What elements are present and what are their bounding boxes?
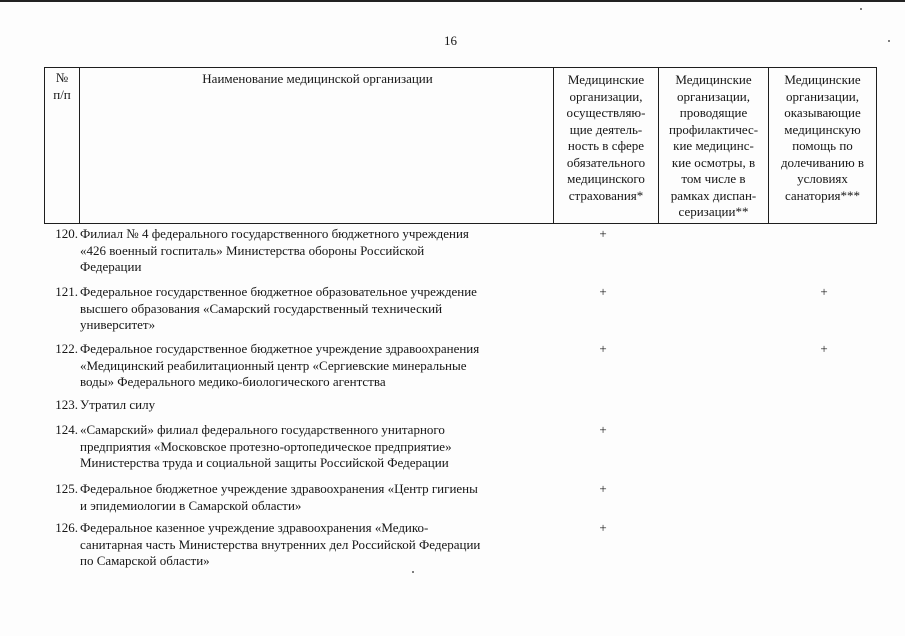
header-prophylaxis-label: Медицинские организации, проводящие профилактичес- кие медицинс- кие осмотры, в том числе в рамках диспан- серизации**	[668, 72, 759, 219]
row-organization-name: Федеральное казенное учреждение здравоохранения «Медико- санитарная часть Министерства внутренних дел Российской Федерации по Самарской области»	[80, 520, 481, 568]
header-name-label: Наименование медицинской организации	[202, 71, 433, 86]
row-number: 122.	[55, 341, 78, 356]
row-number: 125.	[55, 481, 78, 496]
row-organization-name: «Самарский» филиал федерального государственного унитарного предприятия «Московское протезно-ортопедическое предприятие» Министерства труда и социальной защиты Российской Федерации	[80, 422, 452, 470]
scan-speck	[412, 571, 414, 573]
row-organization-name: Филиал № 4 федерального государственного бюджетного учреждения «426 военный госпиталь» Министерства обороны Российской Федерации	[80, 226, 469, 274]
header-number-label: № п/п	[53, 70, 71, 102]
scan-speck	[888, 40, 890, 42]
row-number: 126.	[55, 520, 78, 535]
header-oms-label: Медицинские организации, осуществляю- щие деятель- ность в сфере обязательного медицинского страхования*	[566, 72, 646, 203]
row-number: 120.	[55, 226, 78, 241]
oms-mark: +	[599, 422, 607, 437]
oms-mark: +	[599, 226, 607, 241]
row-number: 123.	[55, 397, 78, 412]
row-number: 124.	[55, 422, 78, 437]
scan-speck	[860, 8, 862, 10]
row-number: 121.	[55, 284, 78, 299]
sanatorium-mark: +	[820, 284, 828, 299]
header-sanatorium-label: Медицинские организации, оказывающие медицинскую помощь по долечиванию в условиях санатория***	[780, 72, 865, 203]
sanatorium-mark: +	[820, 341, 828, 356]
oms-mark: +	[599, 520, 607, 535]
row-organization-name: Федеральное государственное бюджетное учреждение здравоохранения «Медицинский реабилитационный центр «Сергиевские минеральные воды» Федерального медико-биологического агентства	[80, 341, 480, 389]
oms-mark: +	[599, 284, 607, 299]
oms-mark: +	[599, 341, 607, 356]
oms-mark: +	[599, 481, 607, 496]
row-organization-name: Федеральное государственное бюджетное образовательное учреждение высшего образования «Самарский государственный технический университет»	[80, 284, 477, 332]
row-organization-name: Федеральное бюджетное учреждение здравоохранения «Центр гигиены и эпидемиологии в Самарской области»	[80, 481, 478, 513]
page-number: 16	[444, 33, 457, 48]
row-organization-name: Утратил силу	[80, 397, 156, 412]
header-cell-name	[79, 67, 554, 224]
page-top-border	[0, 0, 905, 2]
